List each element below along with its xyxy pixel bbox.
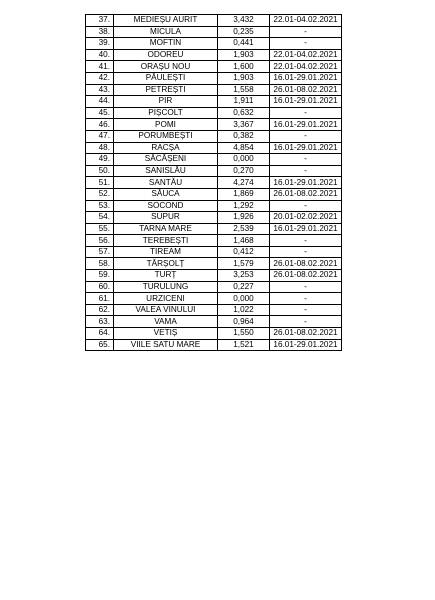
table-row bbox=[86, 26, 342, 38]
row-value: 1,292 bbox=[218, 200, 270, 212]
row-number: 62. bbox=[86, 304, 114, 316]
row-number: 42. bbox=[86, 72, 114, 84]
row-number: 38. bbox=[86, 26, 114, 38]
row-period: 22.01-04.02.2021 bbox=[270, 15, 342, 27]
row-value: 2,539 bbox=[218, 223, 270, 235]
row-value: 3,432 bbox=[218, 15, 270, 27]
row-value: 0,632 bbox=[218, 107, 270, 119]
row-number: 60. bbox=[86, 281, 114, 293]
locality-name: PIR bbox=[114, 96, 218, 108]
table-row bbox=[86, 270, 342, 282]
locality-name: URZICENI bbox=[114, 293, 218, 305]
row-value: 1,600 bbox=[218, 61, 270, 73]
row-period: 16.01-29.01.2021 bbox=[270, 142, 342, 154]
row-value: 0,964 bbox=[218, 316, 270, 328]
locality-name: MICULA bbox=[114, 26, 218, 38]
row-value: 1,579 bbox=[218, 258, 270, 270]
row-value: 1,903 bbox=[218, 72, 270, 84]
row-value: 0,000 bbox=[218, 293, 270, 305]
table-row bbox=[86, 328, 342, 340]
localities-table bbox=[85, 14, 342, 351]
table-row bbox=[86, 119, 342, 131]
row-number: 57. bbox=[86, 246, 114, 258]
locality-name: VETIȘ bbox=[114, 328, 218, 340]
row-period: 16.01-29.01.2021 bbox=[270, 177, 342, 189]
row-period: - bbox=[270, 293, 342, 305]
table-row bbox=[86, 38, 342, 50]
locality-name: SUPUR bbox=[114, 212, 218, 224]
locality-name: PIȘCOLT bbox=[114, 107, 218, 119]
row-value: 1,926 bbox=[218, 212, 270, 224]
row-value: 1,550 bbox=[218, 328, 270, 340]
locality-name: TURȚ bbox=[114, 270, 218, 282]
row-value: 1,468 bbox=[218, 235, 270, 247]
table-row bbox=[86, 316, 342, 328]
row-period: - bbox=[270, 26, 342, 38]
row-value: 1,521 bbox=[218, 339, 270, 351]
table-row bbox=[86, 293, 342, 305]
locality-name: VIILE SATU MARE bbox=[114, 339, 218, 351]
row-number: 53. bbox=[86, 200, 114, 212]
row-number: 41. bbox=[86, 61, 114, 73]
row-value: 0,235 bbox=[218, 26, 270, 38]
table-row bbox=[86, 235, 342, 247]
row-number: 46. bbox=[86, 119, 114, 131]
locality-name: MEDIEȘU AURIT bbox=[114, 15, 218, 27]
table-row bbox=[86, 107, 342, 119]
table-row bbox=[86, 15, 342, 27]
row-value: 1,903 bbox=[218, 49, 270, 61]
row-number: 50. bbox=[86, 165, 114, 177]
table-row bbox=[86, 212, 342, 224]
row-number: 51. bbox=[86, 177, 114, 189]
table-row bbox=[86, 281, 342, 293]
locality-name: RACȘA bbox=[114, 142, 218, 154]
table-row bbox=[86, 246, 342, 258]
row-value: 0,000 bbox=[218, 154, 270, 166]
row-period: 20.01-02.02.2021 bbox=[270, 212, 342, 224]
row-period: 22.01-04.02.2021 bbox=[270, 49, 342, 61]
row-period: 26.01-08.02.2021 bbox=[270, 258, 342, 270]
locality-name: SĂCĂȘENI bbox=[114, 154, 218, 166]
row-value: 0,227 bbox=[218, 281, 270, 293]
table-row bbox=[86, 61, 342, 73]
row-value: 4,274 bbox=[218, 177, 270, 189]
locality-name: ORAȘU NOU bbox=[114, 61, 218, 73]
row-number: 40. bbox=[86, 49, 114, 61]
locality-name: PĂULEȘTI bbox=[114, 72, 218, 84]
locality-name: PETREȘTI bbox=[114, 84, 218, 96]
locality-name: SĂUCA bbox=[114, 188, 218, 200]
row-number: 37. bbox=[86, 15, 114, 27]
row-number: 49. bbox=[86, 154, 114, 166]
locality-name: TĂRȘOLȚ bbox=[114, 258, 218, 270]
row-period: - bbox=[270, 235, 342, 247]
row-period: - bbox=[270, 38, 342, 50]
row-number: 59. bbox=[86, 270, 114, 282]
row-period: 16.01-29.01.2021 bbox=[270, 72, 342, 84]
row-period: - bbox=[270, 316, 342, 328]
table-row bbox=[86, 165, 342, 177]
row-number: 47. bbox=[86, 130, 114, 142]
row-number: 58. bbox=[86, 258, 114, 270]
table-row bbox=[86, 49, 342, 61]
row-value: 1,022 bbox=[218, 304, 270, 316]
table-row bbox=[86, 339, 342, 351]
table-row bbox=[86, 223, 342, 235]
row-number: 39. bbox=[86, 38, 114, 50]
table-row bbox=[86, 304, 342, 316]
row-number: 52. bbox=[86, 188, 114, 200]
row-value: 3,253 bbox=[218, 270, 270, 282]
table-row bbox=[86, 130, 342, 142]
row-period: - bbox=[270, 200, 342, 212]
row-period: 16.01-29.01.2021 bbox=[270, 223, 342, 235]
locality-name: TEREBEȘTI bbox=[114, 235, 218, 247]
row-number: 45. bbox=[86, 107, 114, 119]
row-period: 26.01-08.02.2021 bbox=[270, 188, 342, 200]
row-value: 1,869 bbox=[218, 188, 270, 200]
row-period: - bbox=[270, 165, 342, 177]
row-period: 16.01-29.01.2021 bbox=[270, 339, 342, 351]
row-number: 65. bbox=[86, 339, 114, 351]
row-number: 61. bbox=[86, 293, 114, 305]
row-number: 64. bbox=[86, 328, 114, 340]
locality-name: VALEA VINULUI bbox=[114, 304, 218, 316]
row-value: 0,382 bbox=[218, 130, 270, 142]
row-value: 4,854 bbox=[218, 142, 270, 154]
row-period: 26.01-08.02.2021 bbox=[270, 84, 342, 96]
table-row bbox=[86, 188, 342, 200]
row-period: - bbox=[270, 281, 342, 293]
table-row bbox=[86, 96, 342, 108]
row-number: 63. bbox=[86, 316, 114, 328]
locality-name: POMI bbox=[114, 119, 218, 131]
locality-name: MOFTIN bbox=[114, 38, 218, 50]
locality-name: SANISLĂU bbox=[114, 165, 218, 177]
table-row bbox=[86, 154, 342, 166]
row-period: 22.01-04.02.2021 bbox=[270, 61, 342, 73]
locality-name: TURULUNG bbox=[114, 281, 218, 293]
locality-name: TARNA MARE bbox=[114, 223, 218, 235]
locality-name: VAMA bbox=[114, 316, 218, 328]
table-row bbox=[86, 258, 342, 270]
row-period: 26.01-08.02.2021 bbox=[270, 270, 342, 282]
row-number: 43. bbox=[86, 84, 114, 96]
table-row bbox=[86, 200, 342, 212]
table-row bbox=[86, 177, 342, 189]
locality-name: SOCOND bbox=[114, 200, 218, 212]
row-number: 48. bbox=[86, 142, 114, 154]
table-row bbox=[86, 84, 342, 96]
row-period: - bbox=[270, 246, 342, 258]
row-period: - bbox=[270, 304, 342, 316]
row-value: 0,412 bbox=[218, 246, 270, 258]
row-period: 26.01-08.02.2021 bbox=[270, 328, 342, 340]
row-value: 3,367 bbox=[218, 119, 270, 131]
row-number: 54. bbox=[86, 212, 114, 224]
table-row bbox=[86, 142, 342, 154]
row-period: - bbox=[270, 154, 342, 166]
row-value: 1,558 bbox=[218, 84, 270, 96]
locality-name: PORUMBEȘTI bbox=[114, 130, 218, 142]
row-number: 56. bbox=[86, 235, 114, 247]
row-period: 16.01-29.01.2021 bbox=[270, 96, 342, 108]
table-body bbox=[86, 15, 342, 351]
table-row bbox=[86, 72, 342, 84]
row-number: 44. bbox=[86, 96, 114, 108]
row-period: - bbox=[270, 130, 342, 142]
row-value: 0,270 bbox=[218, 165, 270, 177]
row-number: 55. bbox=[86, 223, 114, 235]
locality-name: ODOREU bbox=[114, 49, 218, 61]
locality-name: SANTĂU bbox=[114, 177, 218, 189]
locality-name: TIREAM bbox=[114, 246, 218, 258]
row-value: 0,441 bbox=[218, 38, 270, 50]
row-period: - bbox=[270, 107, 342, 119]
row-period: 16.01-29.01.2021 bbox=[270, 119, 342, 131]
row-value: 1,911 bbox=[218, 96, 270, 108]
